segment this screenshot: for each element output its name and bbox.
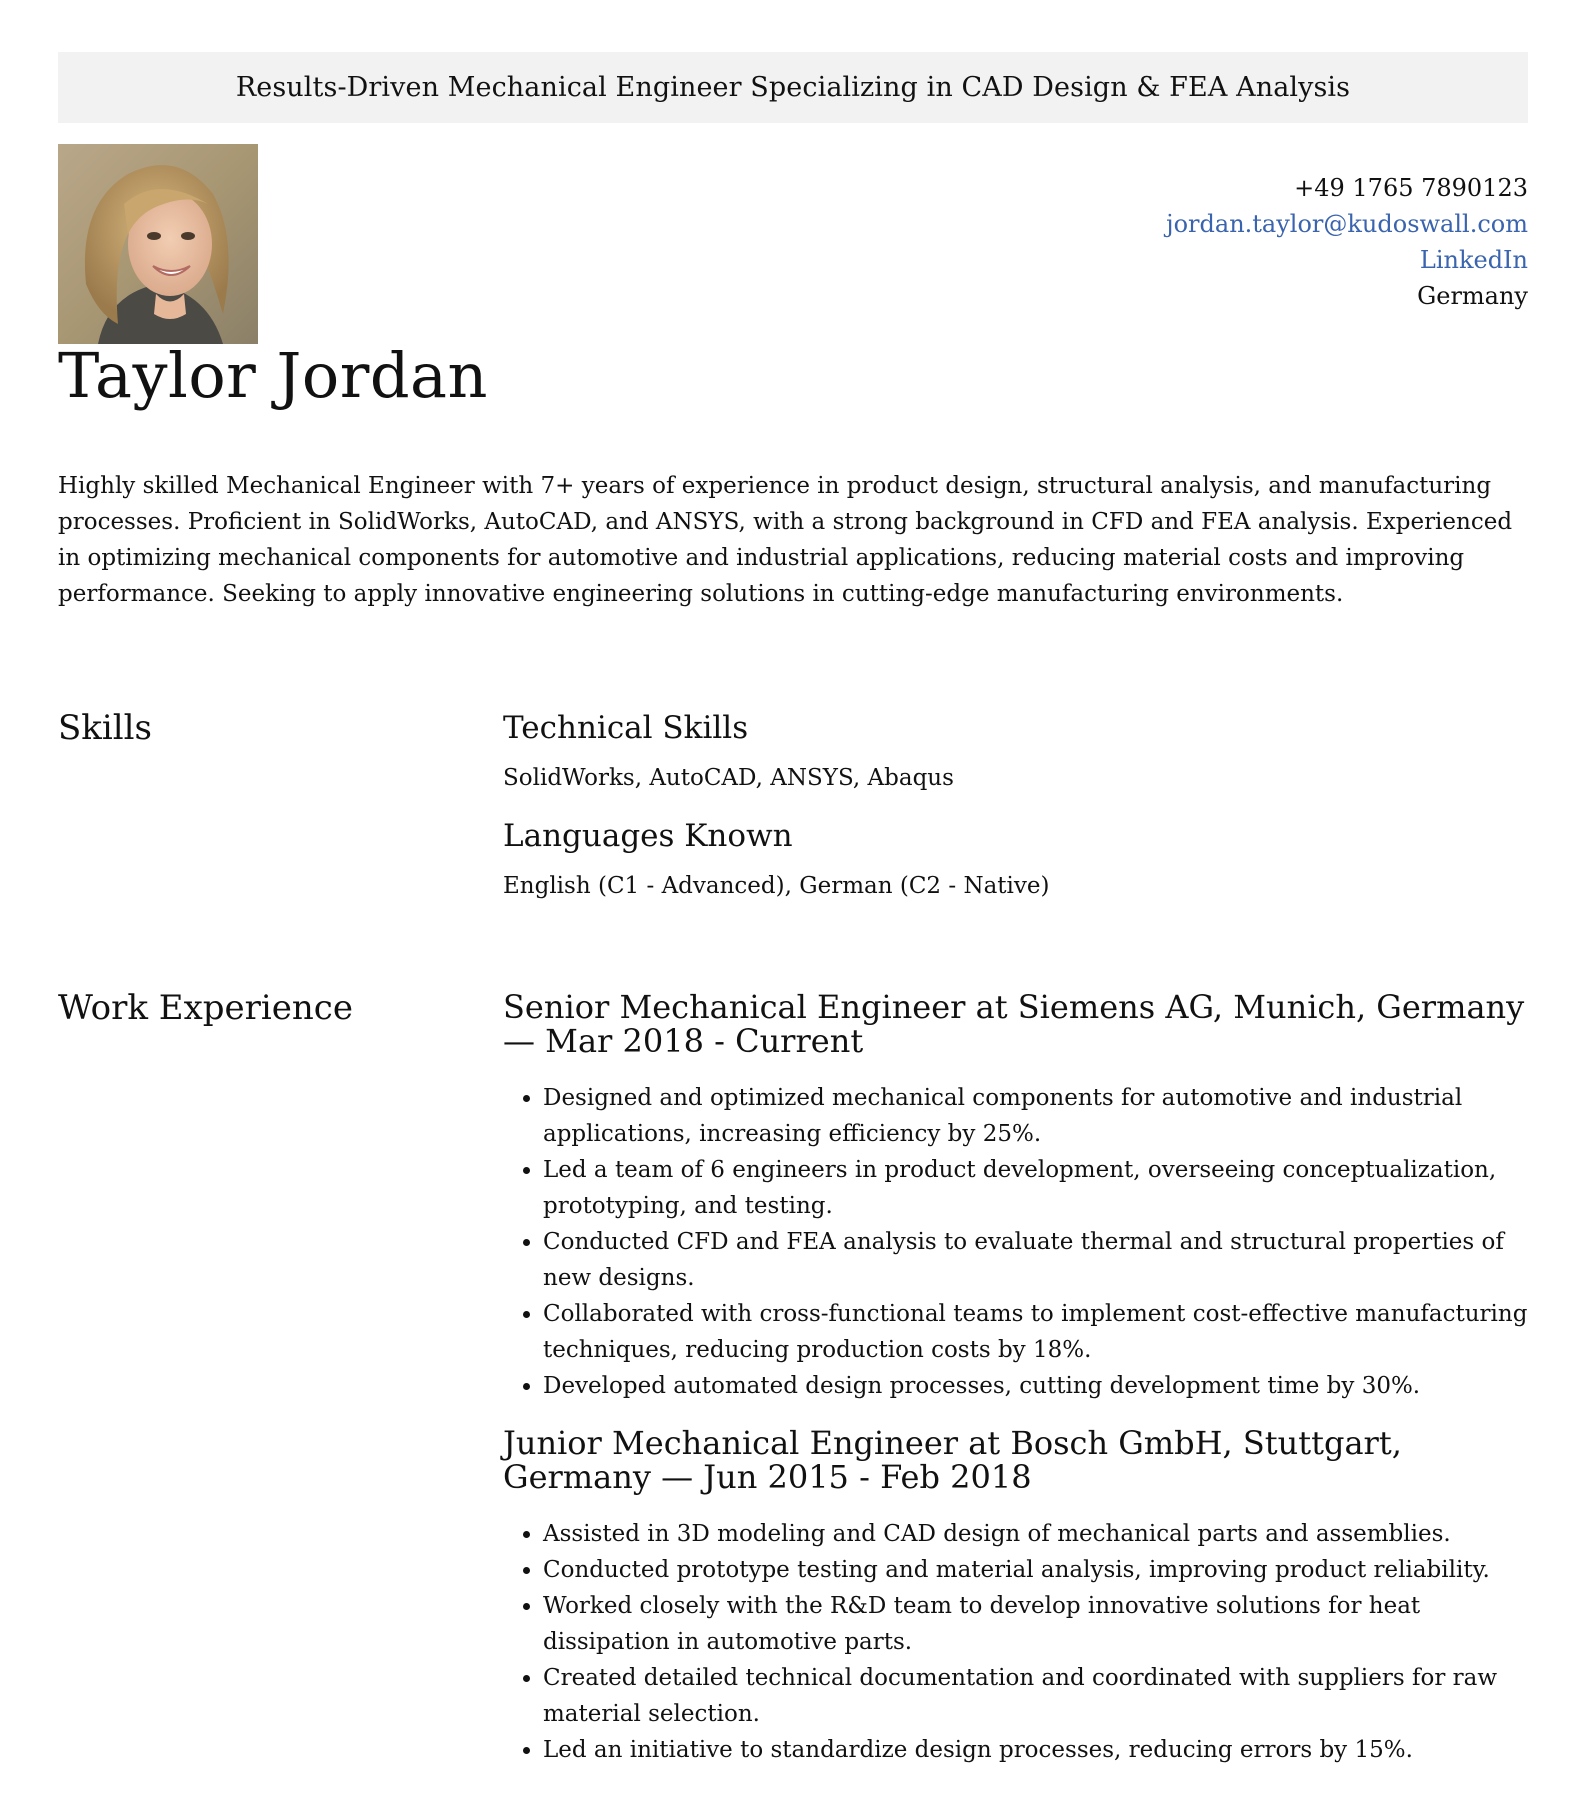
contact-email-link[interactable]: jordan.taylor@kudoswall.com	[1166, 210, 1528, 238]
job-bullet: • Worked closely with the R&D team to develop innovative solutions for heat dissipation in automotive parts.	[543, 1588, 1528, 1660]
job-entry	[503, 990, 1528, 1404]
contact-linkedin-link[interactable]: LinkedIn	[1419, 246, 1528, 274]
profile-summary: Highly skilled Mechanical Engineer with 7+ years of experience in product design, structural analysis, and manufacturing processes. Proficient in SolidWorks, AutoCAD, and ANSYS, with a strong background in CFD and FEA analysis. Experienced in optimizing mechanical components for automotive and industrial applications, reducing material costs and improving performance. Seeking to apply innovative engineering solutions in cutting-edge manufacturing environments.	[58, 473, 1513, 607]
technical-skills-text: SolidWorks, AutoCAD, ANSYS, Abaqus	[503, 765, 954, 791]
candidate-name: Taylor Jordan	[58, 339, 488, 412]
job-bullet: • Designed and optimized mechanical components for automotive and industrial applications, increasing efficiency by 25%.	[543, 1080, 1528, 1152]
job-title: Senior Mechanical Engineer at Siemens AG, Munich, Germany — Mar 2018 - Current	[503, 988, 1525, 1060]
work-section	[503, 990, 1528, 1768]
job-bullet: • Collaborated with cross-functional teams to implement cost-effective manufacturing techniques, reducing production costs by 18%.	[543, 1296, 1528, 1368]
job-bullets	[503, 1080, 1528, 1404]
languages-text: English (C1 - Advanced), German (C2 - Native)	[503, 873, 1050, 899]
headline-banner	[58, 52, 1528, 123]
headline-text: Results-Driven Mechanical Engineer Specializing in CAD Design & FEA Analysis	[235, 72, 1351, 103]
job-bullet: • Led an initiative to standardize design processes, reducing errors by 15%.	[543, 1732, 1528, 1768]
job-bullet: • Created detailed technical documentation and coordinated with suppliers for raw material selection.	[543, 1660, 1528, 1732]
skills-section	[503, 710, 1528, 904]
job-title: Junior Mechanical Engineer at Bosch GmbH, Stuttgart, Germany — Jun 2015 - Feb 2018	[503, 1424, 1402, 1496]
profile-photo	[58, 144, 258, 344]
technical-skills-heading: Technical Skills	[503, 710, 749, 746]
job-bullet: • Developed automated design processes, cutting development time by 30%.	[543, 1368, 1528, 1404]
contact-location: Germany	[1417, 282, 1528, 310]
job-bullet: • Assisted in 3D modeling and CAD design of mechanical parts and assemblies.	[543, 1516, 1528, 1552]
job-bullet: • Conducted prototype testing and material analysis, improving product reliability.	[543, 1552, 1528, 1588]
job-bullet: • Conducted CFD and FEA analysis to evaluate thermal and structural properties of new designs.	[543, 1224, 1528, 1296]
job-entry	[503, 1426, 1528, 1768]
work-section-label: Work Experience	[58, 988, 353, 1028]
contact-phone: +49 1765 7890123	[1294, 174, 1528, 202]
languages-heading: Languages Known	[503, 818, 793, 854]
skills-section-label: Skills	[58, 708, 152, 748]
contact-info	[1166, 170, 1528, 314]
job-bullets	[503, 1516, 1528, 1768]
job-bullet: • Led a team of 6 engineers in product development, overseeing conceptualization, prototyping, and testing.	[543, 1152, 1528, 1224]
